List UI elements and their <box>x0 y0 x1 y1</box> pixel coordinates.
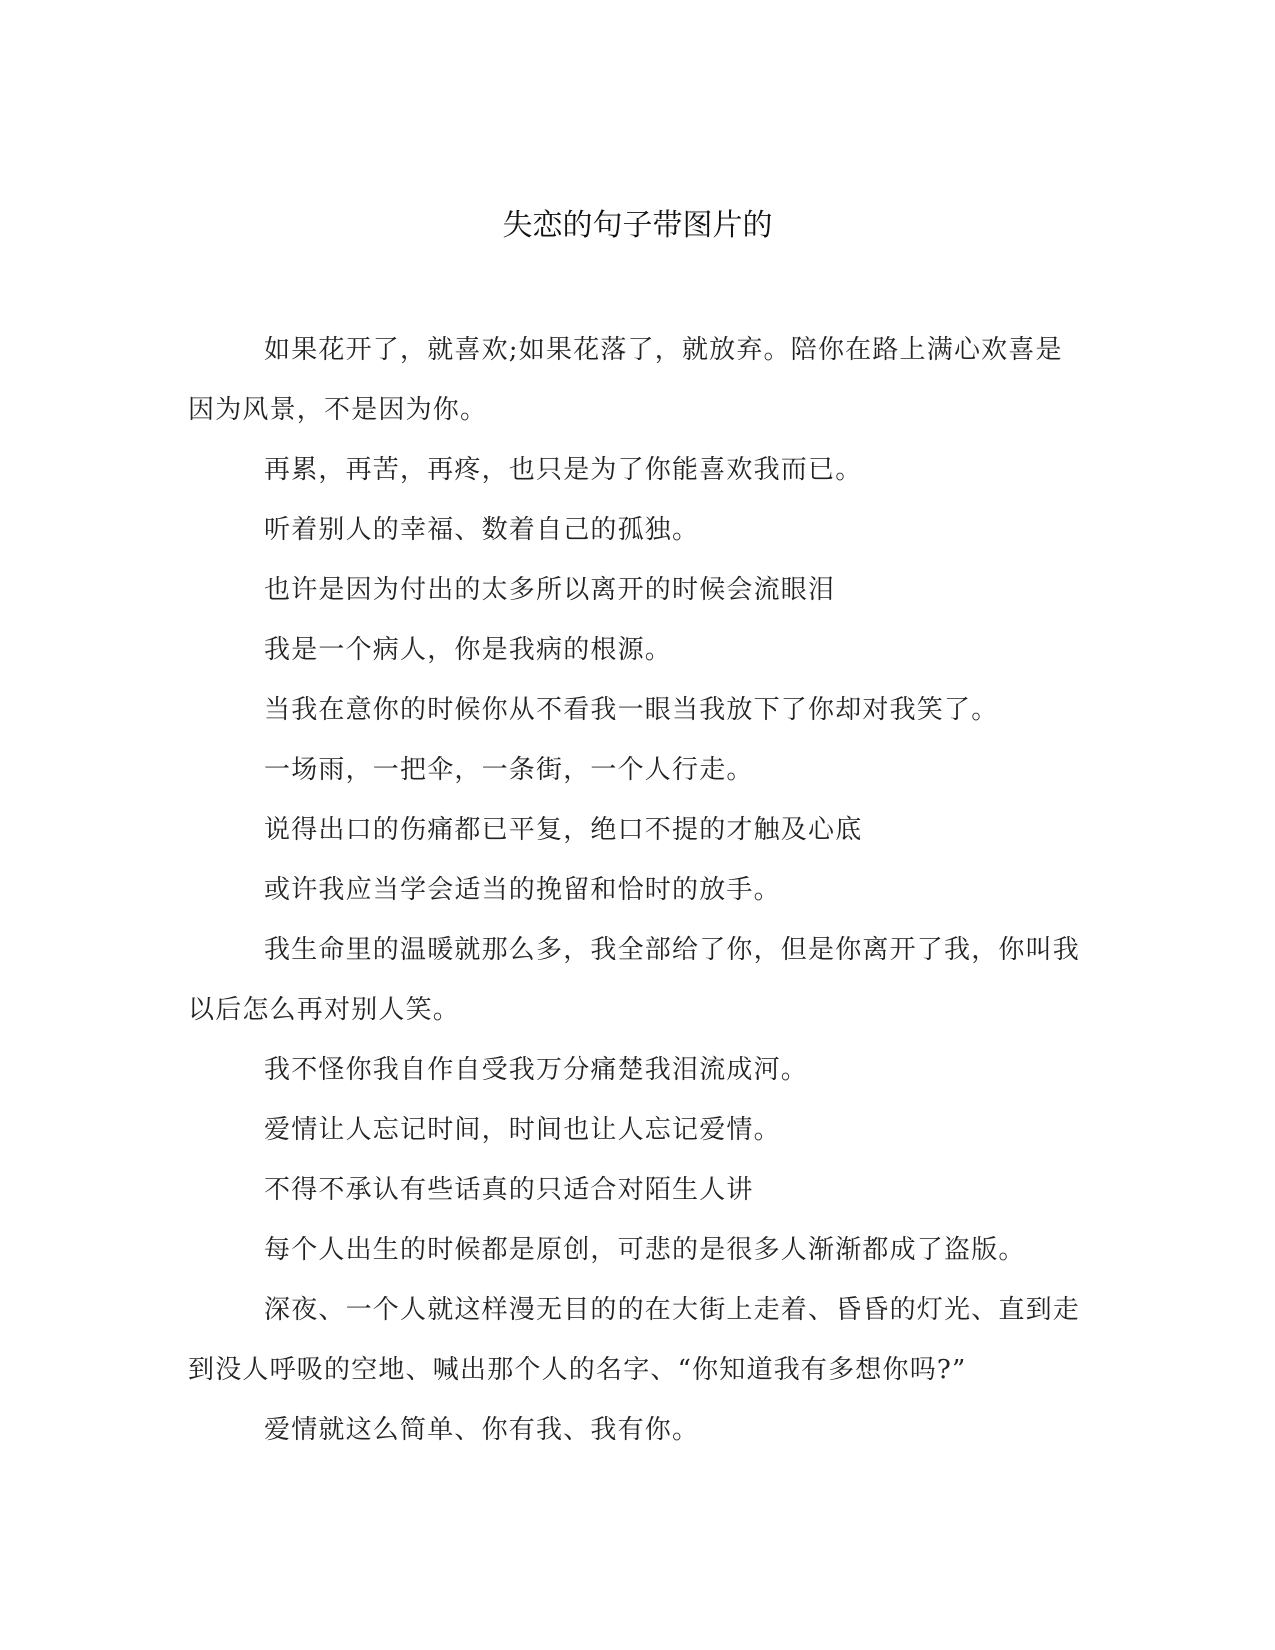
paragraph: 一场雨，一把伞，一条街，一个人行走。 <box>264 755 754 785</box>
paragraph: 再累，再苦，再疼，也只是为了你能喜欢我而已。 <box>264 455 863 485</box>
paragraph: 每个人出生的时候都是原创，可悲的是很多人渐渐都成了盗版。 <box>264 1235 1026 1265</box>
paragraph: 我是一个病人，你是我病的根源。 <box>264 635 673 665</box>
document-title: 失恋的句子带图片的 <box>502 208 773 243</box>
paragraph: 听着别人的幸福、数着自己的孤独。 <box>264 515 700 545</box>
paragraph: 也许是因为付出的太多所以离开的时候会流眼泪 <box>264 575 836 605</box>
paragraph: 如果花开了，就喜欢;如果花落了，就放弃。陪你在路上满心欢喜是因为风景，不是因为你。 <box>188 335 1063 425</box>
paragraph: 不得不承认有些话真的只适合对陌生人讲 <box>264 1175 754 1205</box>
document-body <box>188 320 1088 1460</box>
paragraph: 我生命里的温暖就那么多，我全部给了你，但是你离开了我，你叫我以后怎么再对别人笑。 <box>188 935 1081 1025</box>
paragraph: 爱情让人忘记时间，时间也让人忘记爱情。 <box>264 1115 781 1145</box>
paragraph: 爱情就这么简单、你有我、我有你。 <box>264 1415 700 1445</box>
paragraph: 我不怪你我自作自受我万分痛楚我泪流成河。 <box>264 1055 809 1085</box>
paragraph: 深夜、一个人就这样漫无目的的在大街上走着、昏昏的灯光、直到走到没人呼吸的空地、喊出那个人的名字、“你知道我有多想你吗?” <box>188 1295 1081 1385</box>
paragraph: 或许我应当学会适当的挽留和恰时的放手。 <box>264 875 781 905</box>
paragraph: 说得出口的伤痛都已平复，绝口不提的才触及心底 <box>264 815 863 845</box>
paragraph: 当我在意你的时候你从不看我一眼当我放下了你却对我笑了。 <box>264 695 999 725</box>
